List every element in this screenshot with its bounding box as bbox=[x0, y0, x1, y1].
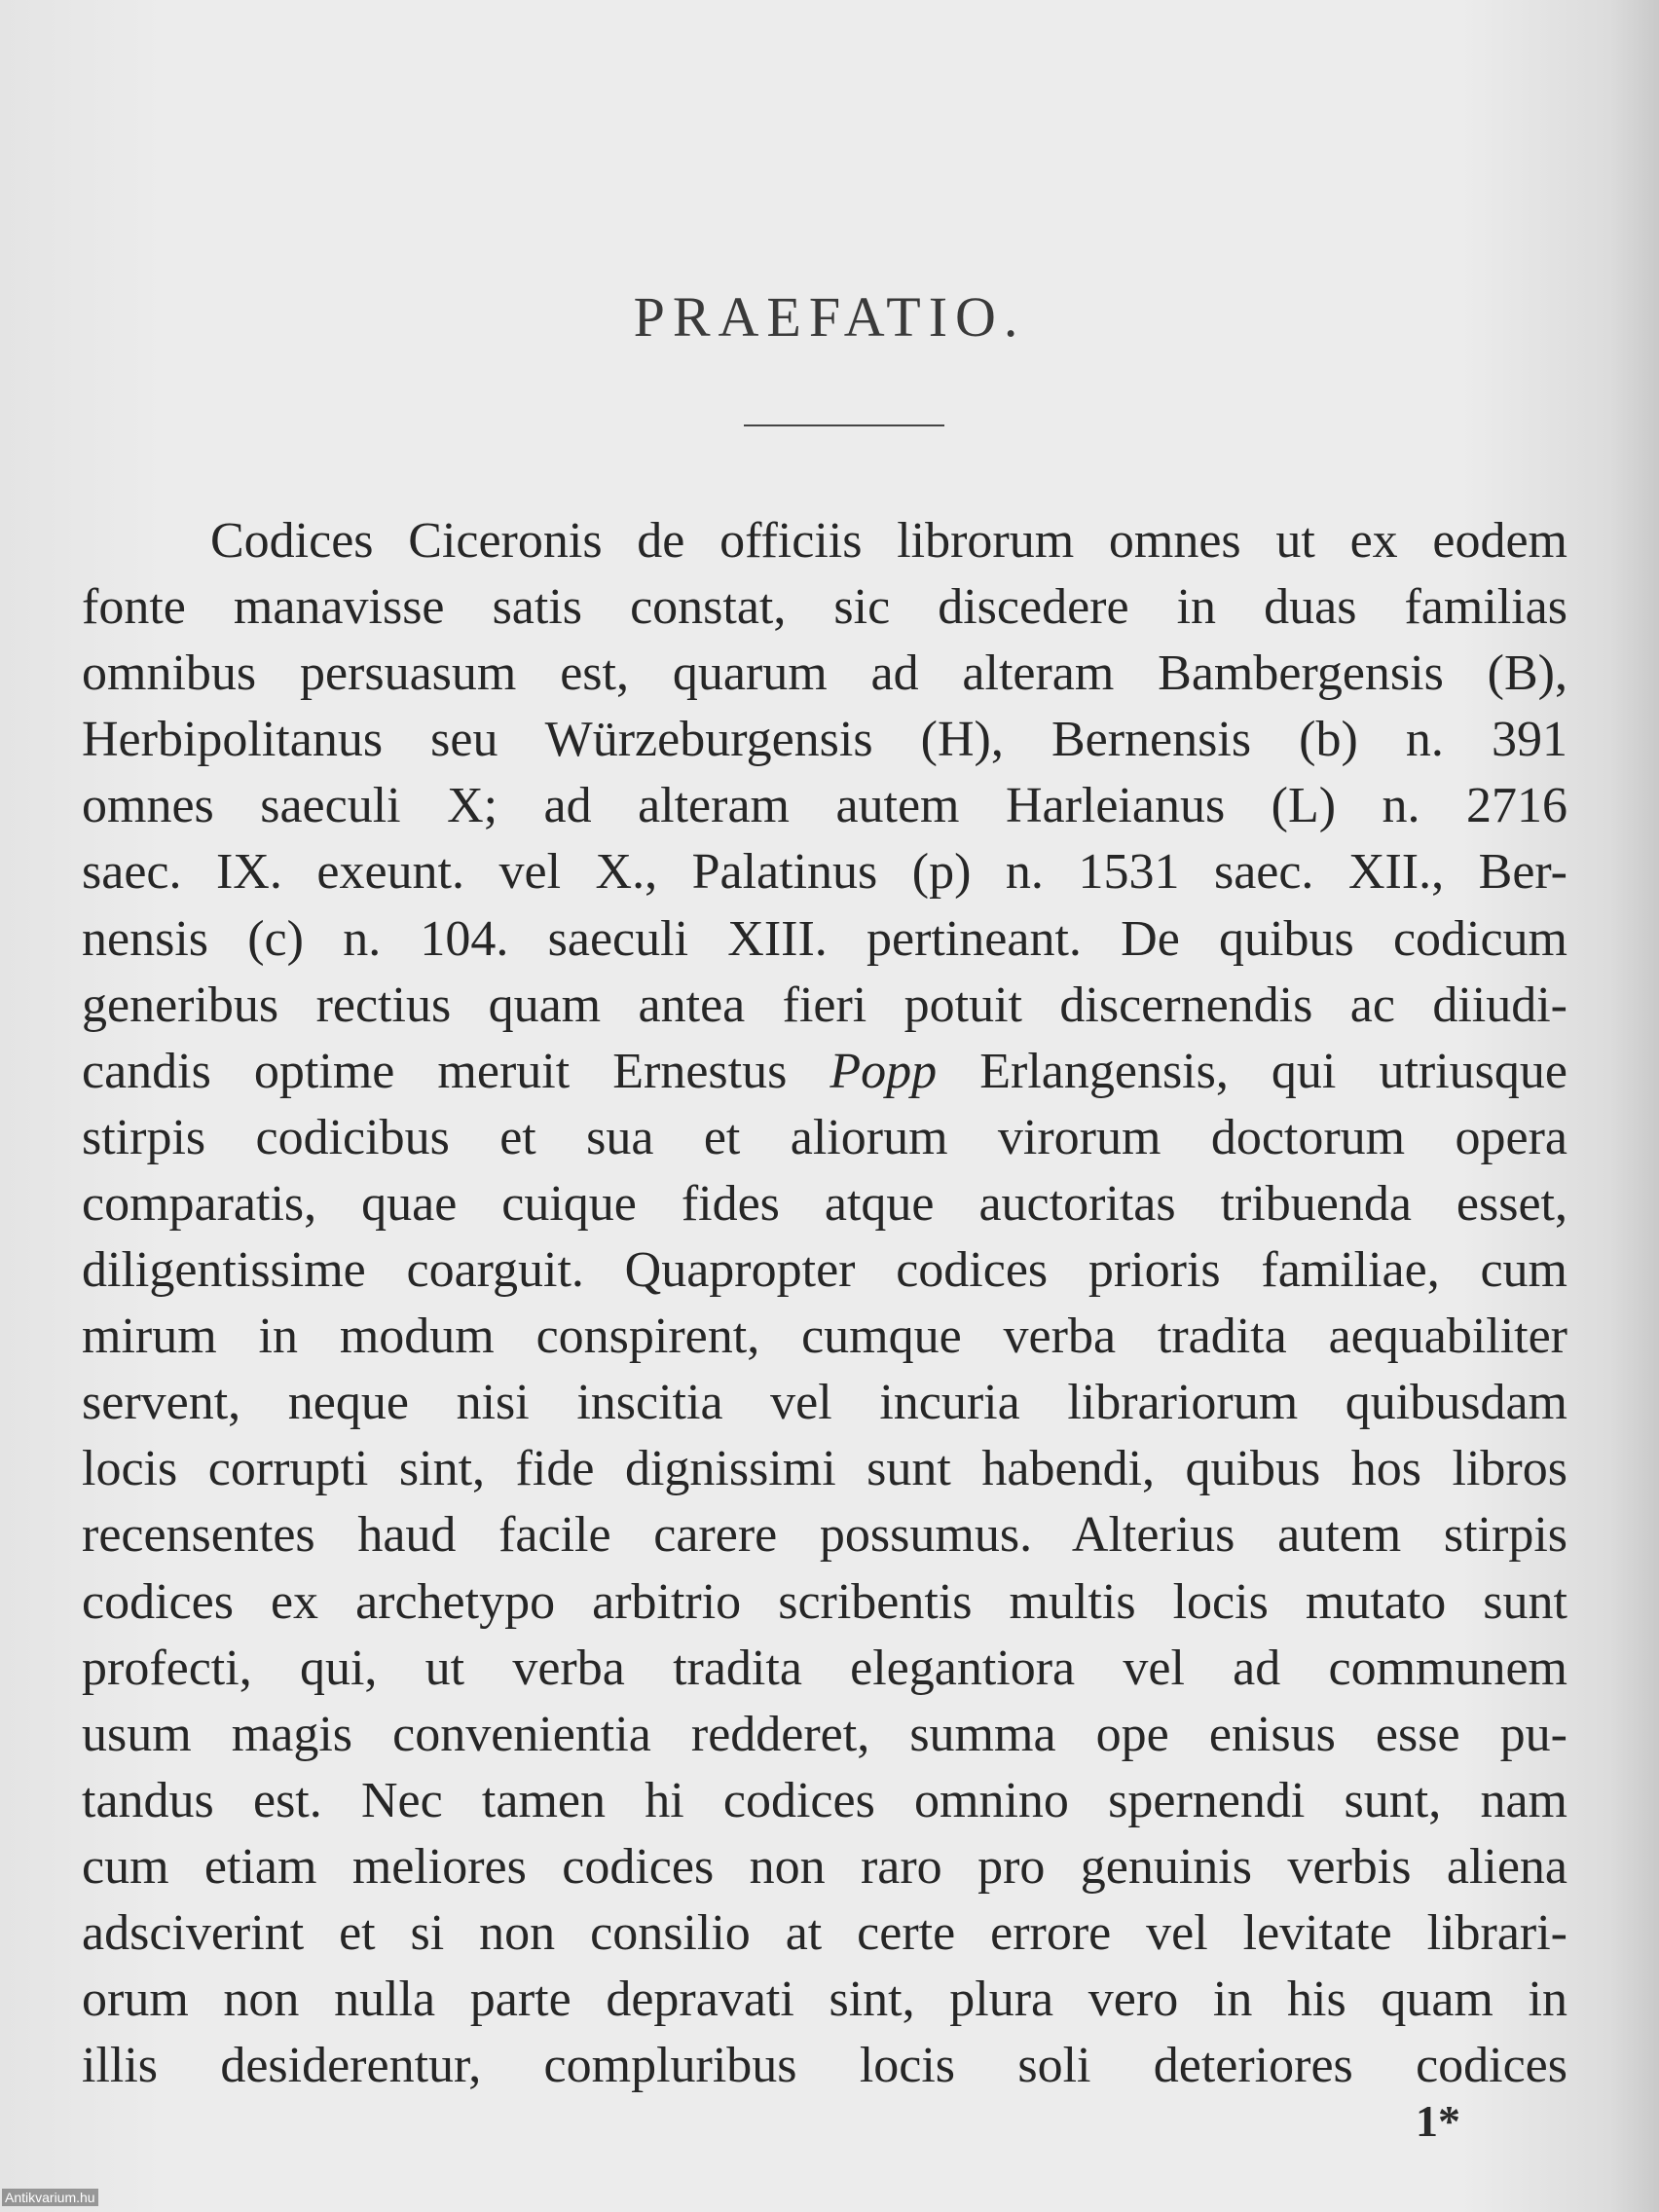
text-line: saec. IX. exeunt. vel X., Palatinus (p) n. 1531 saec. XII., Ber- bbox=[82, 844, 1567, 901]
text-line: omnes saeculi X; ad alteram autem Harleianus (L) n. 2716 bbox=[82, 778, 1567, 834]
italic-name: Popp bbox=[830, 1043, 938, 1099]
heading-rule bbox=[744, 424, 944, 426]
text-line: mirum in modum conspirent, cumque verba tradita aequabiliter bbox=[82, 1309, 1567, 1365]
page-heading: PRAEFATIO. bbox=[633, 285, 1026, 349]
text-line: cum etiam meliores codices non raro pro genuinis verbis aliena bbox=[82, 1838, 1567, 1895]
text-line: tandus est. Nec tamen hi codices omnino spernendi sunt, nam bbox=[82, 1772, 1567, 1828]
text-line: servent, neque nisi inscitia vel incuria librariorum quibusdam bbox=[82, 1375, 1567, 1431]
text-line: Codices Ciceronis de officiis librorum omnes ut ex eodem bbox=[210, 513, 1567, 569]
watermark: Antikvarium.hu bbox=[2, 2189, 98, 2206]
text-line: diligentissime coarguit. Quapropter codices prioris familiae, cum bbox=[82, 1242, 1567, 1299]
text-line: illis desiderentur, compluribus locis soli deteriores codices bbox=[82, 2038, 1567, 2094]
text-line: orum non nulla parte depravati sint, plura vero in his quam in bbox=[82, 1972, 1567, 2028]
text-line: locis corrupti sint, fide dignissimi sunt habendi, quibus hos libros bbox=[82, 1441, 1567, 1497]
text-line: Herbipolitanus seu Würzeburgensis (H), Bernensis (b) n. 391 bbox=[82, 712, 1567, 768]
text-line: stirpis codicibus et sua et aliorum virorum doctorum opera bbox=[82, 1109, 1567, 1165]
text-line: candis optime meruit Ernestus Popp Erlangensis, qui utriusque bbox=[82, 1043, 1567, 1099]
text-line: codices ex archetypo arbitrio scribentis multis locis mutato sunt bbox=[82, 1573, 1567, 1630]
text-line: recensentes haud facile carere possumus. Alterius autem stirpis bbox=[82, 1507, 1567, 1564]
text-line: nensis (c) n. 104. saeculi XIII. pertineant. De quibus codicum bbox=[82, 910, 1567, 967]
page-number: 1* bbox=[1416, 2096, 1460, 2146]
text-line: adsciverint et si non consilio at certe errore vel levitate librari- bbox=[82, 1904, 1567, 1961]
text-line: omnibus persuasum est, quarum ad alteram Bambergensis (B), bbox=[82, 645, 1567, 702]
text-line: usum magis convenientia redderet, summa ope enisus esse pu- bbox=[82, 1706, 1567, 1762]
text-line: generibus rectius quam antea fieri potuit discernendis ac diiudi- bbox=[82, 977, 1567, 1033]
body-text bbox=[82, 508, 1567, 2099]
text-line: profecti, qui, ut verba tradita elegantiora vel ad communem bbox=[82, 1640, 1567, 1696]
text-line: fonte manavisse satis constat, sic discedere in duas familias bbox=[82, 579, 1567, 636]
text-line: comparatis, quae cuique fides atque auctoritas tribuenda esset, bbox=[82, 1175, 1567, 1232]
